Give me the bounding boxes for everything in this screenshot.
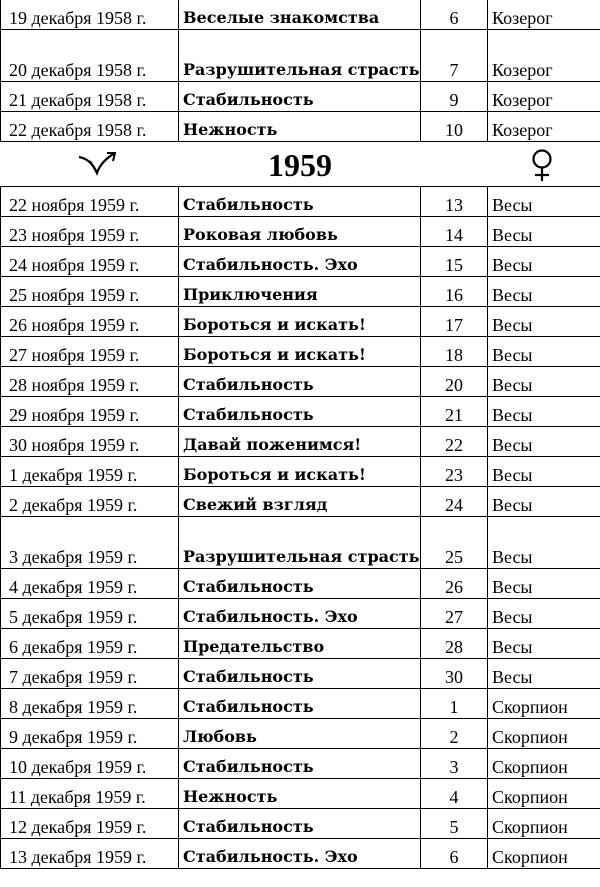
table-row [1, 187, 600, 217]
number-cell: 17 [421, 307, 488, 337]
number-cell: 20 [421, 367, 488, 397]
date-cell: 4 декабря 1959 г. [1, 569, 179, 599]
sign-cell: Скорпион [488, 749, 600, 779]
date-cell: 6 декабря 1959 г. [1, 629, 179, 659]
title-cell: Роковая любовь [179, 217, 421, 247]
number-cell: 15 [421, 247, 488, 277]
table-row [1, 457, 600, 487]
number-cell: 6 [421, 0, 488, 30]
table-row [1, 569, 600, 599]
title-cell: Приключения [179, 277, 421, 307]
number-cell: 13 [421, 187, 488, 217]
table-row [1, 247, 600, 277]
title-cell: Бороться и искать! [179, 307, 421, 337]
title-cell: Нежность [179, 112, 421, 142]
date-cell: 27 ноября 1959 г. [1, 337, 179, 367]
number-cell: 22 [421, 427, 488, 457]
table-row [1, 839, 600, 869]
table-row [1, 779, 600, 809]
sign-cell: Весы [488, 457, 600, 487]
table-row [1, 487, 600, 517]
number-cell: 4 [421, 779, 488, 809]
sign-cell: Козерог [488, 112, 600, 142]
number-cell: 7 [421, 30, 488, 82]
title-cell: Стабильность [179, 659, 421, 689]
sign-cell: Скорпион [488, 839, 600, 869]
date-cell: 20 декабря 1958 г. [1, 30, 179, 82]
title-cell: Стабильность [179, 187, 421, 217]
title-cell: Любовь [179, 719, 421, 749]
date-cell: 10 декабря 1959 г. [1, 749, 179, 779]
sign-cell: Весы [488, 367, 600, 397]
table-1958 [0, 0, 600, 142]
number-cell: 28 [421, 629, 488, 659]
title-cell: Стабильность [179, 749, 421, 779]
title-cell: Бороться и искать! [179, 457, 421, 487]
date-cell: 8 декабря 1959 г. [1, 689, 179, 719]
sign-cell: Весы [488, 569, 600, 599]
date-cell: 28 ноября 1959 г. [1, 367, 179, 397]
table-row [1, 0, 600, 30]
date-cell: 2 декабря 1959 г. [1, 487, 179, 517]
number-cell: 23 [421, 457, 488, 487]
table-row [1, 397, 600, 427]
number-cell: 1 [421, 689, 488, 719]
sign-cell: Весы [488, 217, 600, 247]
date-cell: 11 декабря 1959 г. [1, 779, 179, 809]
date-cell: 9 декабря 1959 г. [1, 719, 179, 749]
sign-cell: Скорпион [488, 689, 600, 719]
sign-cell: Весы [488, 397, 600, 427]
sign-cell: Весы [488, 277, 600, 307]
date-cell: 26 ноября 1959 г. [1, 307, 179, 337]
sign-cell: Весы [488, 599, 600, 629]
table-row [1, 217, 600, 247]
number-cell: 25 [421, 517, 488, 569]
sign-cell: Козерог [488, 0, 600, 30]
number-cell: 26 [421, 569, 488, 599]
venus-symbol-icon [527, 148, 557, 182]
date-cell: 5 декабря 1959 г. [1, 599, 179, 629]
title-cell: Стабильность. Эхо [179, 839, 421, 869]
sign-cell: Скорпион [488, 809, 600, 839]
table-row [1, 689, 600, 719]
sign-cell: Козерог [488, 30, 600, 82]
date-cell: 13 декабря 1959 г. [1, 839, 179, 869]
number-cell: 24 [421, 487, 488, 517]
title-cell: Стабильность [179, 689, 421, 719]
number-cell: 18 [421, 337, 488, 367]
title-cell: Стабильность [179, 809, 421, 839]
date-cell: 7 декабря 1959 г. [1, 659, 179, 689]
table-row [1, 427, 600, 457]
table-row [1, 809, 600, 839]
sign-cell: Весы [488, 427, 600, 457]
title-cell: Свежий взгляд [179, 487, 421, 517]
title-cell: Бороться и искать! [179, 337, 421, 367]
table-1959 [0, 186, 600, 869]
title-cell: Стабильность [179, 397, 421, 427]
title-cell: Разрушительная страсть [179, 517, 421, 569]
number-cell: 16 [421, 277, 488, 307]
table-row [1, 599, 600, 629]
table-row [1, 629, 600, 659]
date-cell: 23 ноября 1959 г. [1, 217, 179, 247]
number-cell: 3 [421, 749, 488, 779]
date-cell: 1 декабря 1959 г. [1, 457, 179, 487]
table-row [1, 749, 600, 779]
number-cell: 14 [421, 217, 488, 247]
title-cell: Разрушительная страсть [179, 30, 421, 82]
sign-cell: Скорпион [488, 719, 600, 749]
table-row [1, 82, 600, 112]
title-cell: Стабильность [179, 569, 421, 599]
sign-cell: Весы [488, 487, 600, 517]
number-cell: 30 [421, 659, 488, 689]
number-cell: 5 [421, 809, 488, 839]
year-title: 1959 [268, 147, 332, 183]
sign-cell: Весы [488, 187, 600, 217]
table-row [1, 277, 600, 307]
title-cell: Нежность [179, 779, 421, 809]
sign-cell: Весы [488, 517, 600, 569]
year-header [0, 142, 600, 186]
number-cell: 6 [421, 839, 488, 869]
date-cell: 3 декабря 1959 г. [1, 517, 179, 569]
number-cell: 2 [421, 719, 488, 749]
title-cell: Стабильность. Эхо [179, 247, 421, 277]
title-cell: Веселые знакомства [179, 0, 421, 30]
table-row [1, 112, 600, 142]
table-row [1, 719, 600, 749]
table-row [1, 517, 600, 569]
date-cell: 22 ноября 1959 г. [1, 187, 179, 217]
title-cell: Стабильность [179, 82, 421, 112]
table-row [1, 659, 600, 689]
sign-cell: Весы [488, 659, 600, 689]
number-cell: 9 [421, 82, 488, 112]
date-cell: 22 декабря 1958 г. [1, 112, 179, 142]
sign-cell: Весы [488, 337, 600, 367]
date-cell: 12 декабря 1959 г. [1, 809, 179, 839]
title-cell: Давай поженимся! [179, 427, 421, 457]
date-cell: 29 ноября 1959 г. [1, 397, 179, 427]
date-cell: 21 декабря 1958 г. [1, 82, 179, 112]
table-row [1, 307, 600, 337]
number-cell: 21 [421, 397, 488, 427]
table-row [1, 337, 600, 367]
title-cell: Стабильность. Эхо [179, 599, 421, 629]
number-cell: 10 [421, 112, 488, 142]
sign-cell: Весы [488, 629, 600, 659]
sign-cell: Скорпион [488, 779, 600, 809]
sign-cell: Весы [488, 247, 600, 277]
number-cell: 27 [421, 599, 488, 629]
title-cell: Предательство [179, 629, 421, 659]
table-row [1, 30, 600, 82]
date-cell: 30 ноября 1959 г. [1, 427, 179, 457]
table-row [1, 367, 600, 397]
title-cell: Стабильность [179, 367, 421, 397]
date-cell: 19 декабря 1958 г. [1, 0, 179, 30]
sign-cell: Козерог [488, 82, 600, 112]
date-cell: 24 ноября 1959 г. [1, 247, 179, 277]
sign-cell: Весы [488, 307, 600, 337]
date-cell: 25 ноября 1959 г. [1, 277, 179, 307]
